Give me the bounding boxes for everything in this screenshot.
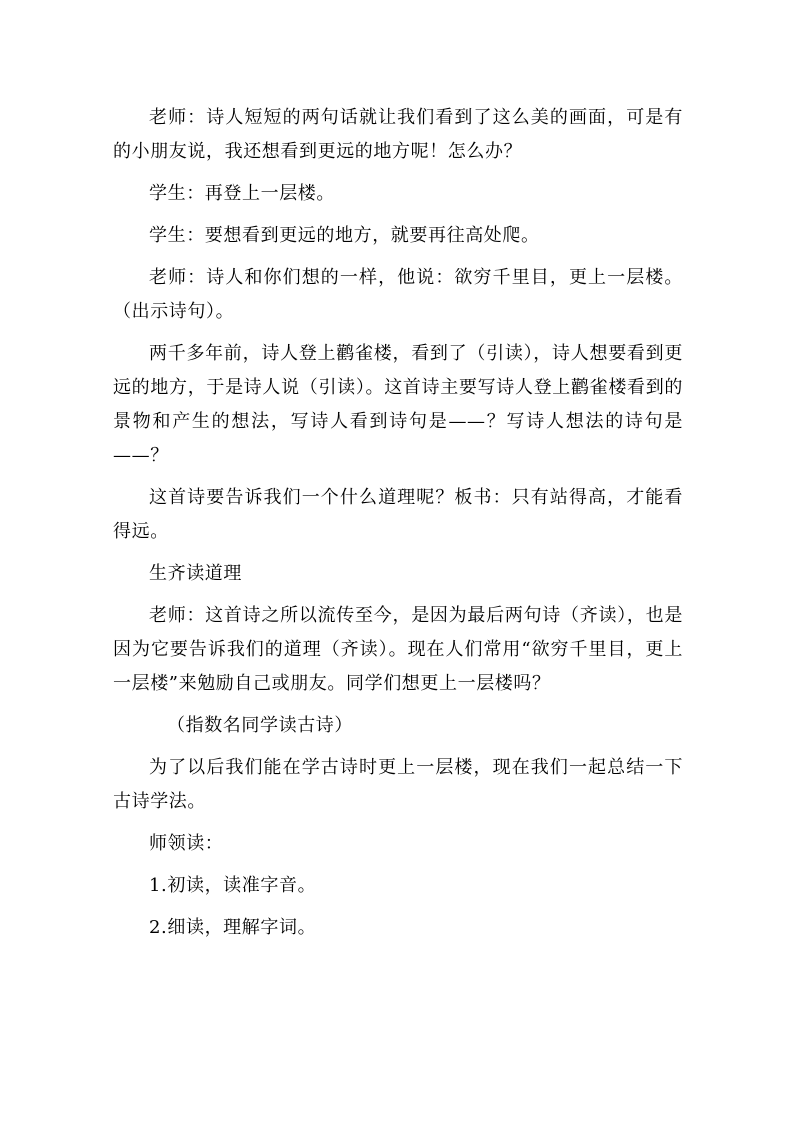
list-item-step-2: 2.细读，理解字词。 xyxy=(149,917,317,938)
paragraph-student-reply-1: 学生：再登上一层楼。 xyxy=(149,183,335,204)
paragraph-teacher-intro: 老师：诗人短短的两句话就让我们看到了这么美的画面，可是有的小朋友说，我还想看到更远的地方呢！怎么办？ xyxy=(113,107,683,162)
paragraph-stage-direction: （指数名同学读古诗） xyxy=(167,715,353,736)
paragraph-poem-background: 两千多年前，诗人登上鹳雀楼，看到了（引读），诗人想要看到更远的地方，于是诗人说（引读）。这首诗主要写诗人登上鹳雀楼看到的景物和产生的想法，写诗人看到诗句是——？写诗人想法的诗句是——？ xyxy=(113,343,683,466)
paragraph-student-reply-2: 学生：要想看到更远的地方，就要再往高处爬。 xyxy=(149,225,540,246)
paragraph-teacher-leads: 师领读： xyxy=(149,833,224,854)
paragraph-teacher-verse: 老师：诗人和你们想的一样，他说：欲穷千里目，更上一层楼。（出示诗句）。 xyxy=(113,267,683,322)
paragraph-students-read: 生齐读道理 xyxy=(149,563,242,584)
paragraph-teacher-summary: 老师：这首诗之所以流传至今，是因为最后两句诗（齐读），也是因为它要告诉我们的道理（齐读）。现在人们常用“欲穷千里目，更上一层楼”来勉励自己或朋友。同学们想更上一层楼吗？ xyxy=(113,605,683,694)
paragraph-method-intro: 为了以后我们能在学古诗时更上一层楼，现在我们一起总结一下古诗学法。 xyxy=(113,757,683,812)
paragraph-poem-lesson: 这首诗要告诉我们一个什么道理呢？板书：只有站得高，才能看得远。 xyxy=(113,487,683,542)
document-body xyxy=(113,101,683,953)
list-item-step-1: 1.初读，读准字音。 xyxy=(149,875,317,896)
